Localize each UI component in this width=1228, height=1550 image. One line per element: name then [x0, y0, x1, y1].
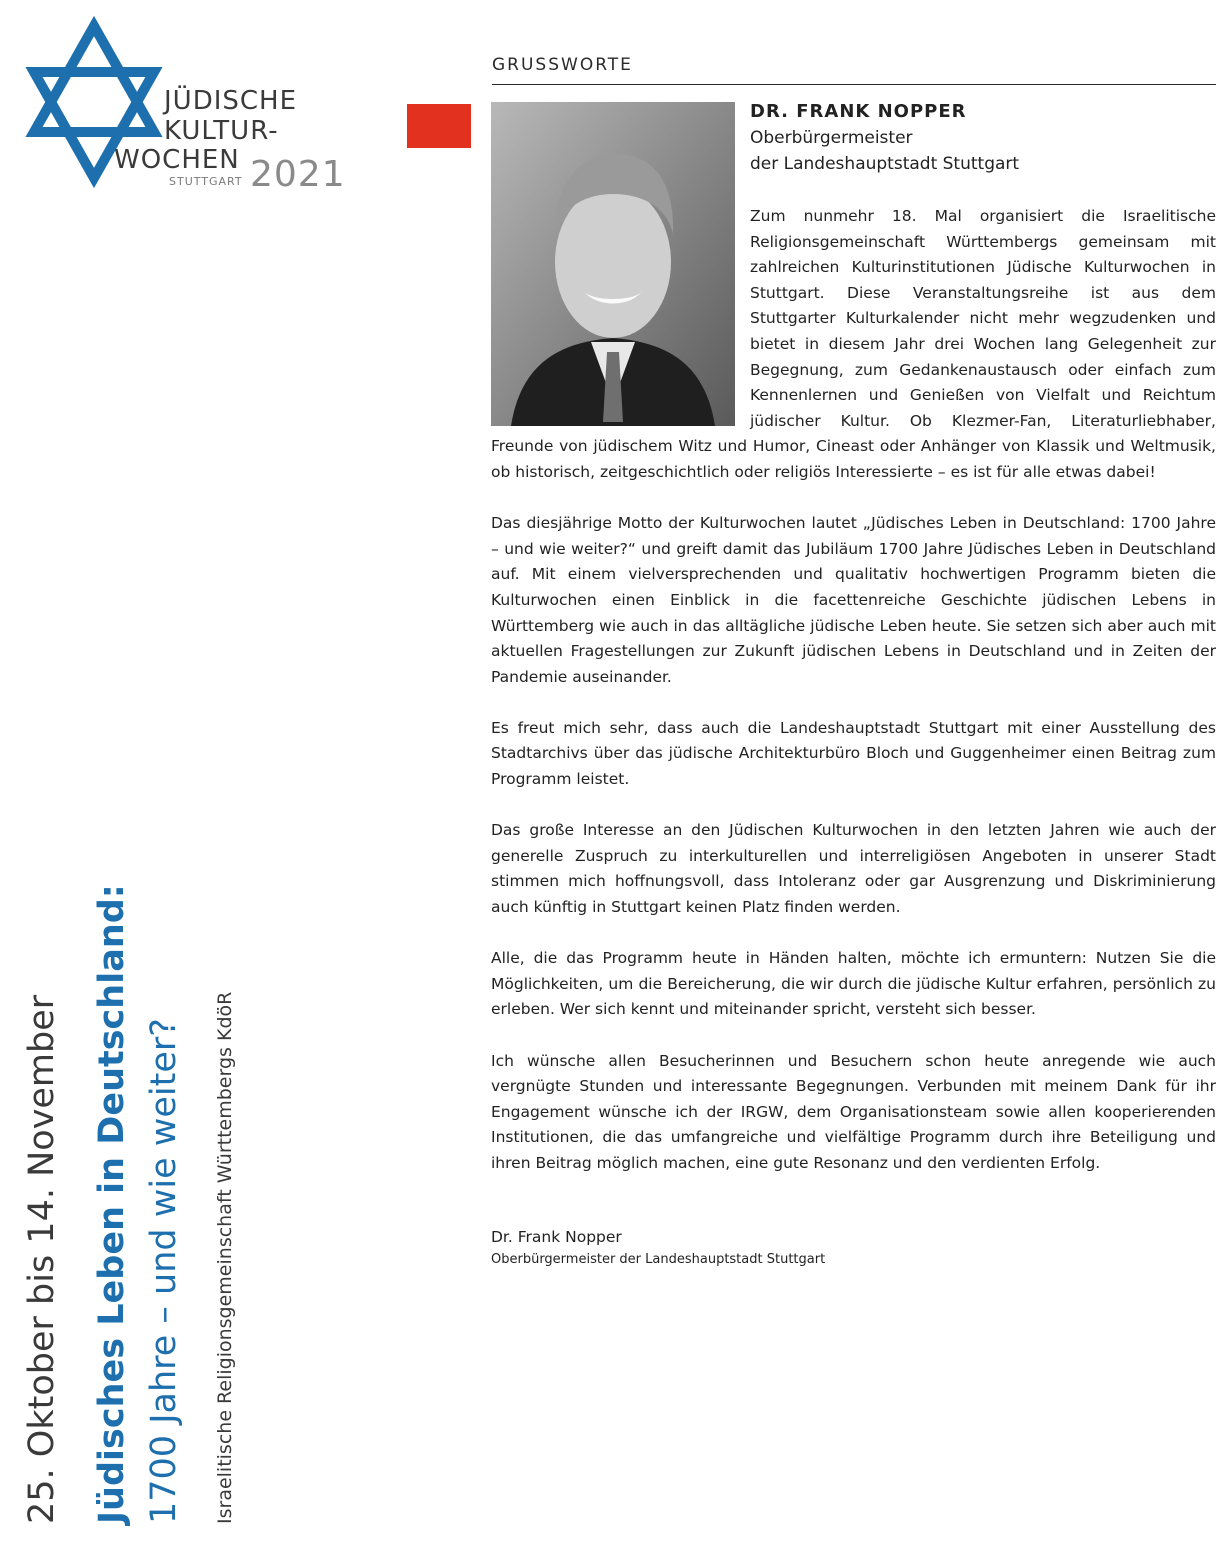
accent-square: [407, 104, 471, 148]
photo-wrap-spacer: [491, 204, 750, 422]
event-logo: [14, 16, 354, 196]
paragraph: Das große Interesse an den Jüdischen Kulturwochen in den letzten Jahren wie auch der generelle Zuspruch zu interkulturellen und interreligiösen Angeboten in unserer Stadt stimmen mich hoffnungsvoll, dass Intoleranz oder gar Ausgrenzung und Diskriminierung auch künftig in Stuttgart keinen Platz finden werden.: [491, 821, 1216, 917]
author-role-line-1: Oberbürgermeister: [750, 128, 913, 148]
logo-word-1: JÜDISCHE: [164, 86, 298, 116]
event-motto-subtitle: 1700 Jahre – und wie weiter?: [144, 1018, 184, 1524]
section-title: GRUSSWORTE: [492, 55, 633, 75]
greeting-body: [491, 204, 1216, 1202]
logo-word-2: KULTUR-: [164, 116, 279, 146]
paragraph: Es freut mich sehr, dass auch die Landeshauptstadt Stuttgart mit einer Ausstellung des Stadtarchivs über das jüdische Architekturbüro Bloch und Guggenheimer einen Beitrag zum Programm leistet.: [491, 718, 1216, 789]
logo-city: STUTTGART: [169, 175, 243, 188]
event-dates: 25. Oktober bis 14. November: [22, 994, 62, 1524]
paragraph: Das diesjährige Motto der Kulturwochen lautet „Jüdisches Leben in Deutschland: 1700 Jahre – und wie weiter?“ und greift damit das Jubiläum 1700 Jahre Jüdisches Leben in Deutschland auf. Mit einem vielversprechenden und qualitativ hochwertigen Programm bieten die Kulturwochen einen Einblick in die facettenreiche Geschichte jüdischen Lebens in Württemberg wie auch in das alltägliche jüdische Leben heute. Sie setzen sich aber auch mit aktuellen Fragestellungen zur Zukunft jüdischen Lebens in Deutschland und in Zeiten der Pandemie auseinander.: [491, 514, 1216, 686]
signature-block: [491, 1224, 825, 1270]
paragraph: Zum nunmehr 18. Mal organisiert die Israelitische Religionsgemeinschaft Württembergs gemeinsam mit zahlreichen Kulturinstitutionen Jüdische Kulturwochen in Stuttgart. Diese Veranstaltungsreihe ist aus dem Stuttgarter Kulturkalender nicht mehr wegzudenken und bietet in diesem Jahr drei Wochen lang Gelegenheit zur Begegnung, zum Gedankenaustausch oder einfach zum Kennenlernen und Genießen von Vielfalt und Reichtum jüdischer Kultur. Ob Klezmer-Fan, Literaturliebhaber, Freunde von jüdischem Witz und Humor, Cineast oder Anhänger von Klassik und Weltmusik, ob historisch, zeitgeschichtlich oder religiös Interessierte – es ist für alle etwas dabei!: [491, 207, 1216, 481]
logo-word-3: WOCHEN: [114, 145, 240, 175]
paragraph: Alle, die das Programm heute in Händen halten, möchte ich ermuntern: Nutzen Sie die Möglichkeiten, um die Bereicherung, die wir durch die jüdische Kultur erfahren, persönlich zu erleben. Wer sich kennt und miteinander spricht, versteht sich besser.: [491, 949, 1216, 1019]
paragraph: Ich wünsche allen Besucherinnen und Besuchern schon heute anregende wie auch vergnügte Stunden und interessante Begegnungen. Verbunden mit meinem Dank für ihr Engagement wünsche ich der IRGW, dem Organisationsteam sowie allen kooperierenden Institutionen, die das umfangreiche und vielfältige Programm durch ihre Beteiligung und ihren Beitrag möglich machen, eine gute Resonanz und den verdienten Erfolg.: [491, 1051, 1216, 1172]
author-name: DR. FRANK NOPPER: [750, 101, 967, 122]
event-organizer: Israelitische Religionsgemeinschaft Württembergs KdöR: [214, 991, 236, 1524]
author-role-line-2: der Landeshauptstadt Stuttgart: [750, 154, 1020, 174]
event-motto: Jüdisches Leben in Deutschland:: [92, 884, 132, 1524]
section-divider: [492, 84, 1216, 85]
signature-title: Oberbürgermeister der Landeshauptstadt Stuttgart: [491, 1252, 826, 1267]
signature-name: Dr. Frank Nopper: [491, 1228, 622, 1246]
logo-year: 2021: [250, 154, 346, 195]
author-block: [750, 99, 1019, 177]
